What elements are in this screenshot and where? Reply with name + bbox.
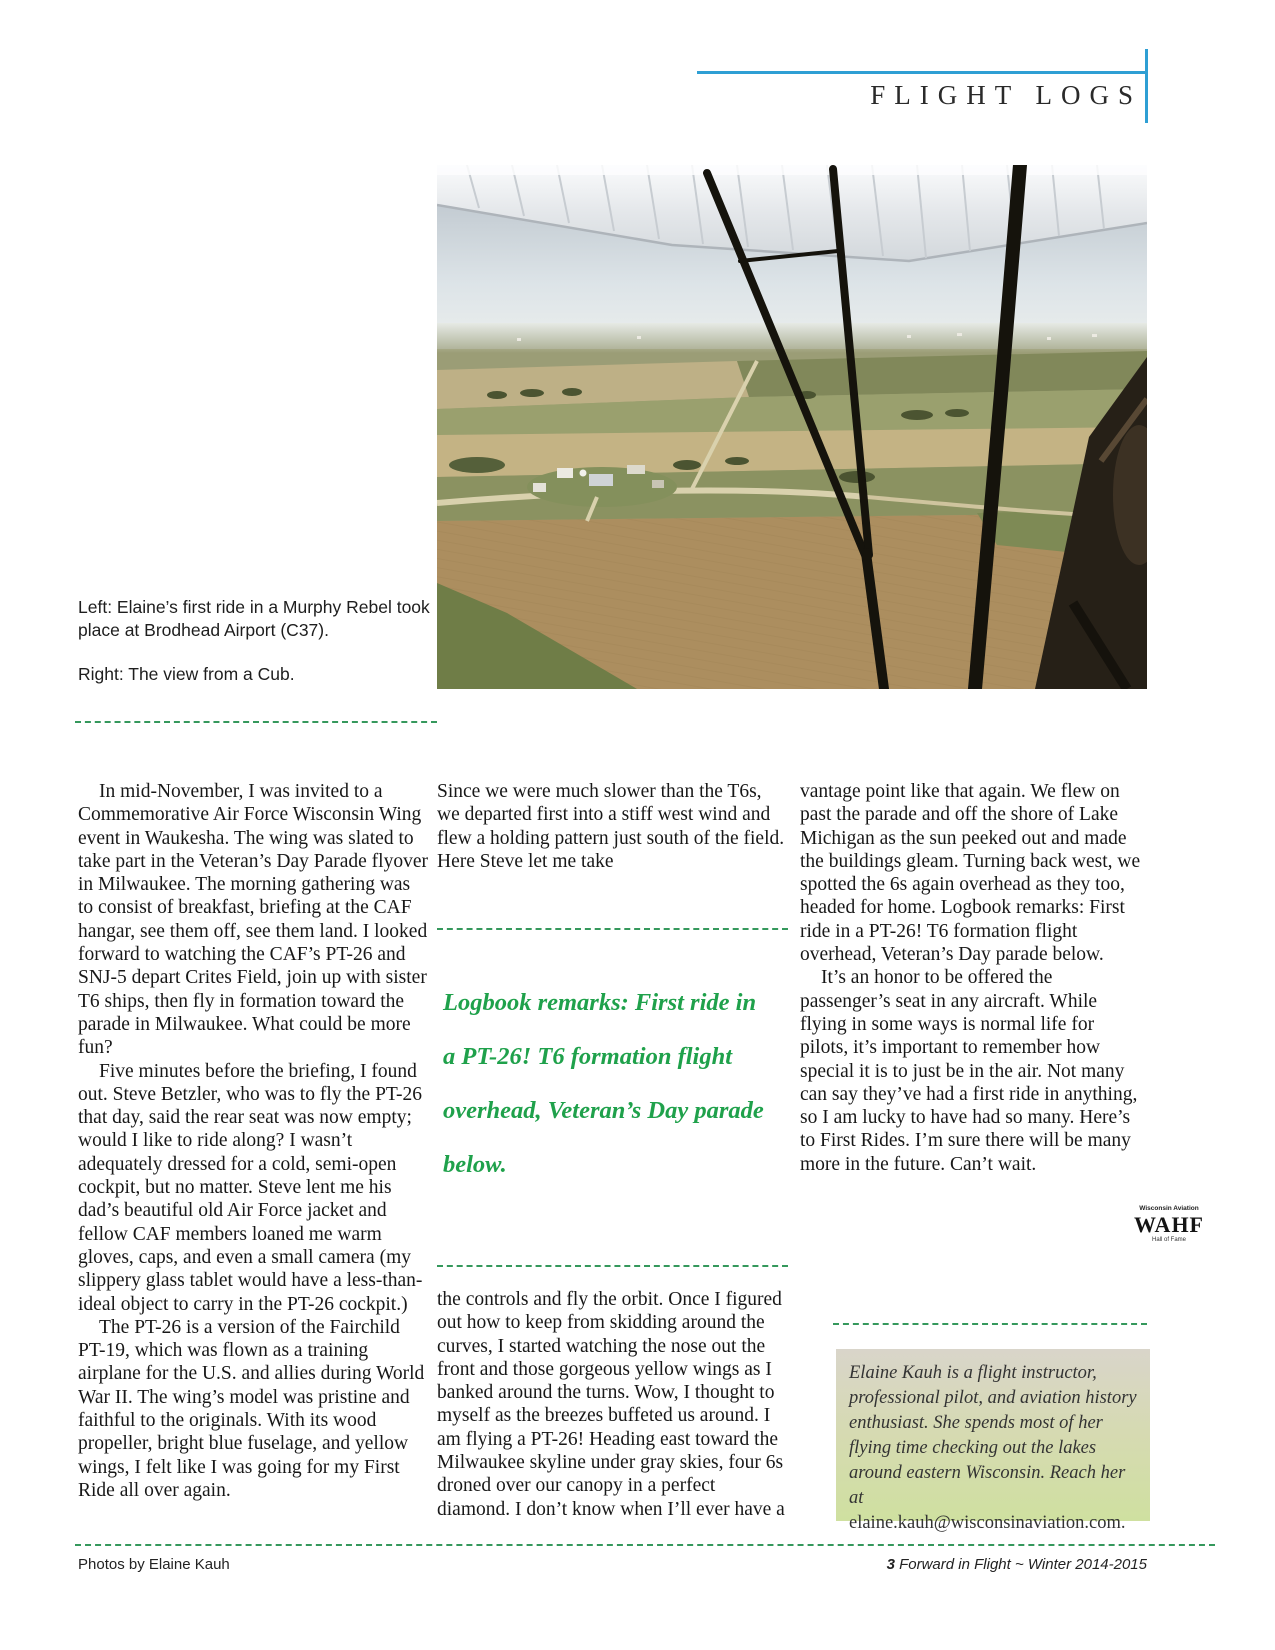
- wahf-logo-top-text: Wisconsin Aviation: [1139, 1205, 1199, 1212]
- article-column-3: [800, 780, 1147, 1176]
- paragraph: Five minutes before the briefing, I found out. Steve Betzler, who was to fly the PT-26 that day, said the rear seat was now empty; would I like to ride along? I wasn’t adequately dressed for a cold, semi-open cockpit, but no matter. Steve lent me his dad’s beautiful old Air Force jacket and fellow CAF members loaned me warm gloves, caps, and even a small camera (my slippery glass tablet would have a less-than-ideal object to carry in the PT-26 cockpit.): [78, 1060, 423, 1315]
- paragraph: vantage point like that again. We flew on past the parade and off the shore of Lake Michigan as the sun peeked out and made the buildings gleam. Turning back west, we spotted the 6s again overhead as they too, headed for home. Logbook remarks: First ride in a PT-26! T6 formation flight overhead, Veteran’s Day parade below.: [800, 781, 1141, 966]
- section-title: FLIGHT LOGS: [870, 80, 1142, 110]
- paragraph: The PT-26 is a version of the Fairchild PT-19, which was flown as a training airplane for the U.S. and allies during World War II. The wing’s model was pristine and faithful to the originals. With its wood propeller, bright blue fuselage, and yellow wings, I felt like I was going for my First Ride all over again.: [78, 1316, 425, 1501]
- wahf-logo-letters: WAHF: [1134, 1211, 1204, 1237]
- caption-left: Left: Elaine’s first ride in a Murphy Rebel took place at Brodhead Airport (C37).: [78, 597, 430, 640]
- quote-divider-bottom: [437, 1265, 788, 1267]
- photo-caption: [78, 596, 450, 707]
- photo-credit: Photos by Elaine Kauh: [78, 1556, 230, 1573]
- caption-right: Right: The view from a Cub.: [78, 664, 295, 684]
- article-column-1: [78, 780, 428, 1502]
- wahf-logo-bottom-text: Hall of Fame: [1151, 1236, 1186, 1243]
- author-email[interactable]: elaine.kauh@wisconsinaviation.com.: [849, 1513, 1126, 1533]
- page-number: 3: [886, 1556, 895, 1573]
- foreground-field: [437, 509, 1147, 689]
- aerial-photo-graphic: [437, 165, 1147, 689]
- footer-divider: [75, 1544, 1215, 1546]
- issue-title: Forward in Flight ~ Winter 2014-2015: [899, 1556, 1147, 1573]
- wahf-logo-main-text: [1130, 1211, 1208, 1237]
- article-column-2: [437, 780, 788, 1526]
- header-horizontal-rule: [697, 71, 1146, 74]
- paragraph: Since we were much slower than the T6s, we departed first into a stiff west wind and flew a holding pattern just south of the field. Here Steve let me take: [437, 781, 785, 872]
- aerial-photo: [437, 165, 1147, 689]
- wahf-logo: [1130, 1206, 1208, 1243]
- paragraph: the controls and fly the orbit. Once I figured out how to keep from skidding around the curves, I started watching the nose out the front and those gorgeous yellow wings as I banked around the turns. Wow, I thought to myself as the breezes buffeted us around. I am flying a PT-26! Heading east toward the Milwaukee skyline under gray skies, four 6s droned over our canopy in a perfect diamond. I don’t know when I’ll ever have a: [437, 1289, 785, 1520]
- paragraph: In mid-November, I was invited to a Commemorative Air Force Wisconsin Wing event in Waukesha. The wing was slated to take part in the Veteran’s Day Parade flyover in Milwaukee. The morning gathering was to consist of breakfast, briefing at the CAF hangar, see them off, see them land. I looked forward to watching the CAF’s PT-26 and SNJ-5 depart Crites Field, join up with sister T6 ships, then fly in formation toward the parade in Milwaukee. What could be more fun?: [78, 781, 428, 1059]
- quote-divider-top: [437, 928, 788, 930]
- author-bio-text: Elaine Kauh is a flight instructor, professional pilot, and aviation history enthusiast. She spends most of her flying time checking out the lakes around eastern Wisconsin. Reach her at: [849, 1363, 1137, 1508]
- pull-quote: Logbook remarks: First ride in a PT-26! T6 formation flight overhead, Veteran’s Day parade below.: [443, 989, 764, 1178]
- paragraph: It’s an honor to be offered the passenger’s seat in any aircraft. While flying in some ways is normal life for pilots, it’s important to remember how special it is to just be in the air. Not many can say they’ve had a first ride in anything, so I am lucky to have had so many. Here’s to First Rides. I’m sure there will be many more in the future. Can’t wait.: [800, 967, 1138, 1175]
- header-vertical-rule: [1145, 49, 1148, 123]
- author-bio-box: [836, 1349, 1150, 1533]
- bio-divider: [833, 1323, 1147, 1325]
- caption-divider: [75, 721, 437, 723]
- footer-issue-line: [887, 1556, 1147, 1573]
